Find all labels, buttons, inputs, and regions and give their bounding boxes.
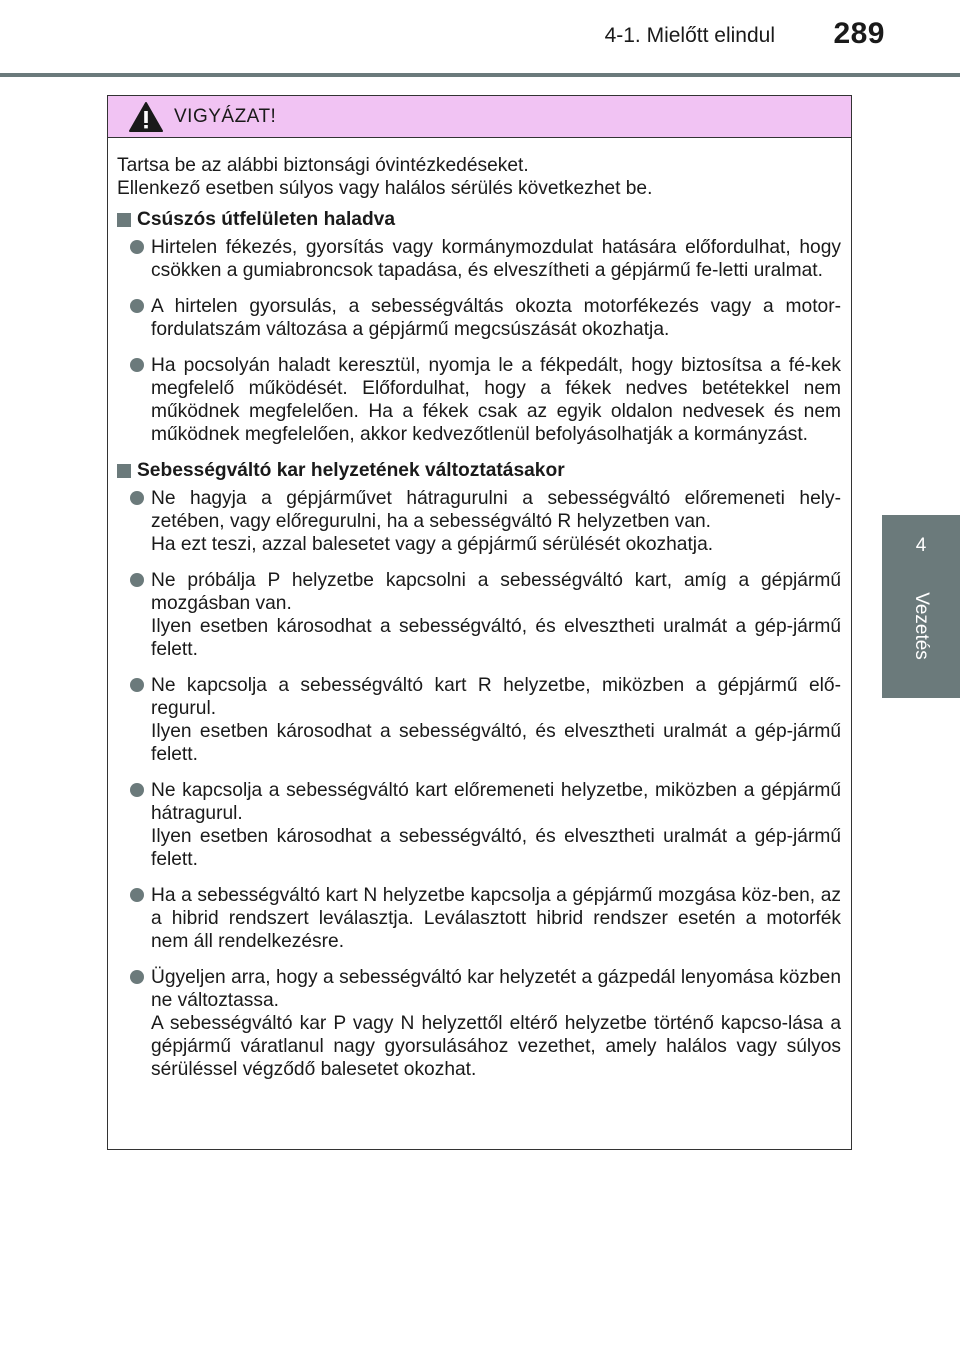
square-icon [117,213,131,227]
bullet-text: Ha a sebességváltó kart N helyzetbe kapcsolja a gépjármű mozgása köz-ben, az a hibrid rendszert leválasztja. Leválasztott hibrid rendszer esetén a motorfék nem áll rendelkezésre. [151,885,841,952]
bullet-item [117,487,841,556]
square-icon [117,464,131,478]
bullet-text: A hirtelen gyorsulás, a sebességváltás okozta motorfékezés vagy a motor-fordulatszám változása a gépjármű megcsúszását okozhatja. [151,296,841,340]
section-heading-text: Csúszós útfelületen haladva [137,209,396,230]
bullet-text: Ne kapcsolja a sebességváltó kart R helyzetbe, miközben a gépjármű elő-regurul. [151,675,841,719]
circle-bullet-icon [130,573,144,587]
warning-body [108,138,851,1081]
circle-bullet-icon [130,240,144,254]
warning-intro [117,154,841,200]
warning-title: VIGYÁZAT! [174,105,277,127]
bullet-item [117,569,841,661]
section-heading-text: Sebességváltó kar helyzetének változtatásakor [137,460,565,481]
warning-box [107,95,852,1150]
section-heading [117,208,841,231]
section-title: 4-1. Mielőtt elindul [604,24,775,47]
bullet-item [117,236,841,282]
chapter-title: Vezetés [911,592,932,660]
bullet-text: Ha pocsolyán haladt keresztül, nyomja le a fékpedált, hogy biztosítsa a fé-kek megfelelő működését. Előfordulhat, hogy a fékek nedves betétekkel nem működnek megfelelően. Ha a fékek csak az egyik oldalon nedvesek és nem működnek megfelelően, akkor kedvezőtlenül befolyásolhatják a kormányzást. [151,355,841,445]
section-heading [117,459,841,482]
bullet-text: Hirtelen fékezés, gyorsítás vagy kormánymozdulat hatására előfordulhat, hogy csökken a gumiabroncsok tapadása, és elveszítheti a gépjármű fe-letti uralmat. [151,237,841,281]
bullet-text: Ha ezt teszi, azzal balesetet vagy a gépjármű sérülését okozhatja. [151,534,714,555]
bullet-text: Ne hagyja a gépjárművet hátragurulni a sebességváltó előremeneti hely-zetében, vagy előregurulni, ha a sebességváltó R helyzetben van. [151,488,841,532]
circle-bullet-icon [130,299,144,313]
bullet-item [117,674,841,766]
bullet-item [117,966,841,1081]
bullet-text: Ilyen esetben károsodhat a sebességváltó, és elvesztheti uralmát a gép-jármű felett. [151,616,841,660]
bullet-text: Ilyen esetben károsodhat a sebességváltó, és elvesztheti uralmát a gép-jármű felett. [151,826,841,870]
bullet-item [117,779,841,871]
page-number: 289 [833,17,885,50]
bullet-text: Ne kapcsolja a sebességváltó kart előremeneti helyzetbe, miközben a gépjármű hátragurul. [151,780,841,824]
circle-bullet-icon [130,888,144,902]
warning-section [117,208,841,446]
bullet-text: Ügyeljen arra, hogy a sebességváltó kar helyzetét a gázpedál lenyomása közben ne változtassa. [151,967,841,1011]
bullet-text: Ilyen esetben károsodhat a sebességváltó, és elvesztheti uralmát a gép-jármű felett. [151,721,841,765]
bullet-text: A sebességváltó kar P vagy N helyzettől eltérő helyzetbe történő kapcso-lása a gépjármű váratlanul nagy gyorsulásához vezethet, amely halálos vagy súlyos sérüléssel végződő balesetet okozhat. [151,1013,841,1080]
circle-bullet-icon [130,783,144,797]
bullet-item [117,295,841,341]
circle-bullet-icon [130,678,144,692]
bullet-item [117,884,841,953]
intro-line: Ellenkező esetben súlyos vagy halálos sérülés következhet be. [117,178,653,199]
circle-bullet-icon [130,970,144,984]
circle-bullet-icon [130,358,144,372]
warning-header [108,96,851,138]
warning-triangle-icon [128,101,164,133]
circle-bullet-icon [130,491,144,505]
chapter-number: 4 [915,535,927,556]
header-divider [0,73,960,77]
warning-section [117,459,841,1081]
intro-line: Tartsa be az alábbi biztonsági óvintézkedéseket. [117,155,529,176]
bullet-item [117,354,841,446]
chapter-tab [882,515,960,698]
bullet-text: Ne próbálja P helyzetbe kapcsolni a sebességváltó kart, amíg a gépjármű mozgásban van. [151,570,841,614]
